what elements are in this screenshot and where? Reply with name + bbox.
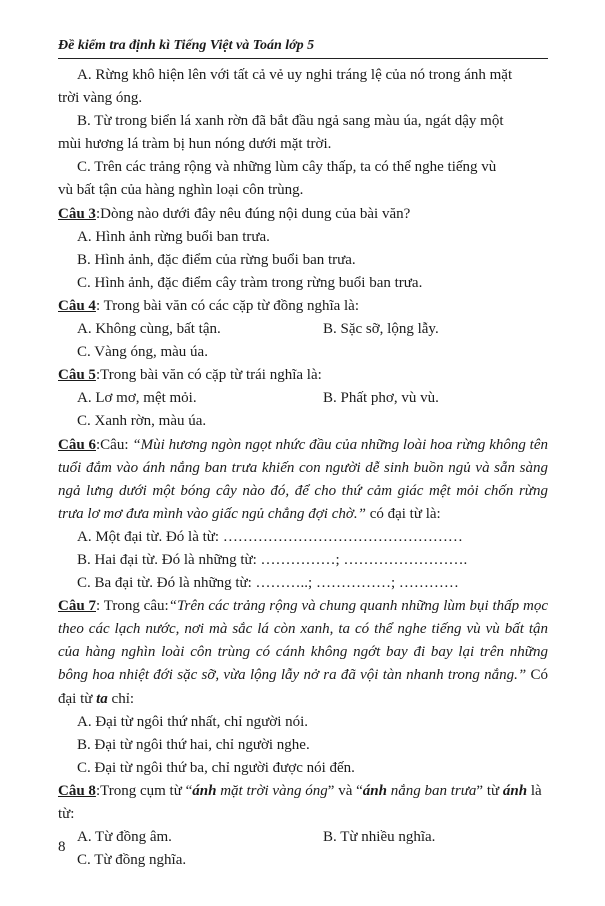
question-8-phrase2-rest: nắng ban trưa — [386, 782, 477, 799]
q6-option-b: B. Hai đại từ. Đó là những từ: ……………; ……………………. — [77, 551, 468, 568]
q8-option-b: B. Từ nhiều nghĩa. — [323, 829, 436, 846]
question-8-close: ” từ — [476, 782, 503, 799]
q8-option-row — [58, 826, 548, 849]
q6-option-a: A. Một đại từ. Đó là từ: ………………………………………… — [77, 528, 463, 545]
q3-option-a: A. Hình ảnh rừng buổi ban trưa. — [77, 228, 270, 245]
question-3-label: Câu 3 — [58, 205, 96, 222]
q4-option-row — [58, 318, 548, 341]
question-8-word: ánh — [502, 782, 528, 799]
option-b-line-2: mùi hương lá tràm bị hun nóng dưới mặt trời. — [58, 136, 332, 153]
question-7-tail: Có đại từ — [58, 667, 548, 707]
q5-option-row — [58, 387, 548, 410]
question-3-text: :Dòng nào dưới đây nêu đúng nội dung của bài văn? — [95, 205, 411, 222]
q8-option-a: A. Từ đồng âm. — [77, 829, 172, 846]
question-5-text: :Trong bài văn có cặp từ trái nghĩa là: — [95, 367, 322, 384]
question-6-quote: “Mùi hương ngòn ngọt nhức đầu của những loài hoa rừng không tên tuổi đắm vào ánh nắng ban trưa khiến con người dễ sinh buồn ngủ và sẵn sàng ngả lưng dưới một bóng cây nào đó, để cho thứ cảm giác mệt mỏi chốn rừng trưa lơ mơ đưa mình vào giấc ngủ chẳng đợi chờ.” — [58, 436, 549, 522]
page-content — [58, 64, 548, 872]
question-6-tail: có đại từ là: — [365, 505, 441, 522]
question-5 — [58, 364, 548, 387]
question-8 — [58, 780, 548, 826]
question-8-phrase1-rest: mặt trời vàng óng — [216, 782, 328, 799]
option-a-line-1: A. Rừng khô hiện lên với tất cả vẻ uy nghi tráng lệ của nó trong ánh mặt — [77, 67, 513, 83]
question-8-lead: :Trong cụm từ “ — [95, 782, 193, 799]
question-6-label: Câu 6 — [58, 436, 96, 453]
option-a-line-2: trời vàng óng. — [58, 90, 143, 107]
question-7-tail2: chỉ: — [107, 690, 135, 707]
question-3 — [58, 203, 548, 226]
option-c-line-1: C. Trên các trảng rộng và những lùm cây thấp, ta có thể nghe tiếng vù — [77, 159, 497, 176]
q3-option-b: B. Hình ảnh, đặc điểm của rừng buổi ban trưa. — [77, 251, 356, 268]
q7-option-b: B. Đại từ ngôi thứ hai, chỉ người nghe. — [77, 736, 310, 753]
q7-option-a: A. Đại từ ngôi thứ nhất, chỉ người nói. — [77, 713, 309, 730]
question-8-phrase1-word: ánh — [192, 782, 217, 799]
question-7-lead: : Trong câu: — [96, 598, 169, 615]
q4-option-b: B. Sặc sỡ, lộng lẫy. — [323, 321, 439, 338]
q3-option-c: C. Hình ảnh, đặc điểm cây tràm trong rừng buổi ban trưa. — [77, 274, 423, 291]
question-5-label: Câu 5 — [58, 367, 96, 384]
option-b-line-1: B. Từ trong biển lá xanh rờn đã bắt đầu ngả sang màu úa, ngát dậy một — [77, 113, 504, 130]
question-4-text: : Trong bài văn có các cặp từ đồng nghĩa là: — [95, 297, 360, 314]
q5-option-a: A. Lơ mơ, mệt mỏi. — [77, 390, 197, 407]
q7-option-c: C. Đại từ ngôi thứ ba, chỉ người được nói đến. — [77, 759, 355, 776]
running-header: Đề kiểm tra định kì Tiếng Việt và Toán lớp 5 — [58, 38, 315, 53]
question-4 — [58, 295, 548, 318]
q5-option-c: C. Xanh rờn, màu úa. — [77, 413, 207, 430]
question-8-phrase2-word: ánh — [362, 782, 387, 799]
q4-option-c: C. Vàng óng, màu úa. — [77, 344, 208, 361]
question-7-quote: “Trên các trảng rộng và chung quanh những lùm bụi thấp mọc theo các lạch nước, nơi mà sắc lá còn xanh, ta có thể nghe tiếng vù vù bất tận của hàng nghìn loài côn trùng có cánh không ngớt bay đi bay lại trên những bông hoa nhiệt đới sặc sỡ, vừa lộng lẫy nở ra đã vội tàn nhanh trong nắng.” — [58, 598, 548, 684]
question-4-label: Câu 4 — [58, 297, 96, 314]
question-8-tail: là từ: — [58, 782, 542, 822]
question-6-lead: :Câu: — [96, 436, 133, 453]
q8-option-c: C. Từ đồng nghĩa. — [77, 852, 187, 869]
question-8-mid: ” và “ — [327, 782, 363, 799]
question-7-word: ta — [96, 690, 108, 707]
question-6 — [58, 434, 548, 526]
q4-option-a: A. Không cùng, bất tận. — [77, 321, 221, 338]
option-c-line-2: vù bất tận của hàng nghìn loại côn trùng. — [58, 182, 304, 199]
question-8-label: Câu 8 — [58, 782, 96, 799]
header-divider — [58, 58, 548, 59]
question-7-label: Câu 7 — [58, 598, 96, 615]
q6-option-c: C. Ba đại từ. Đó là những từ: ………..; ……………; ………… — [77, 575, 459, 592]
q5-option-b: B. Phất phơ, vù vù. — [323, 390, 439, 407]
page-number: 8 — [58, 839, 66, 855]
question-7 — [58, 595, 548, 710]
